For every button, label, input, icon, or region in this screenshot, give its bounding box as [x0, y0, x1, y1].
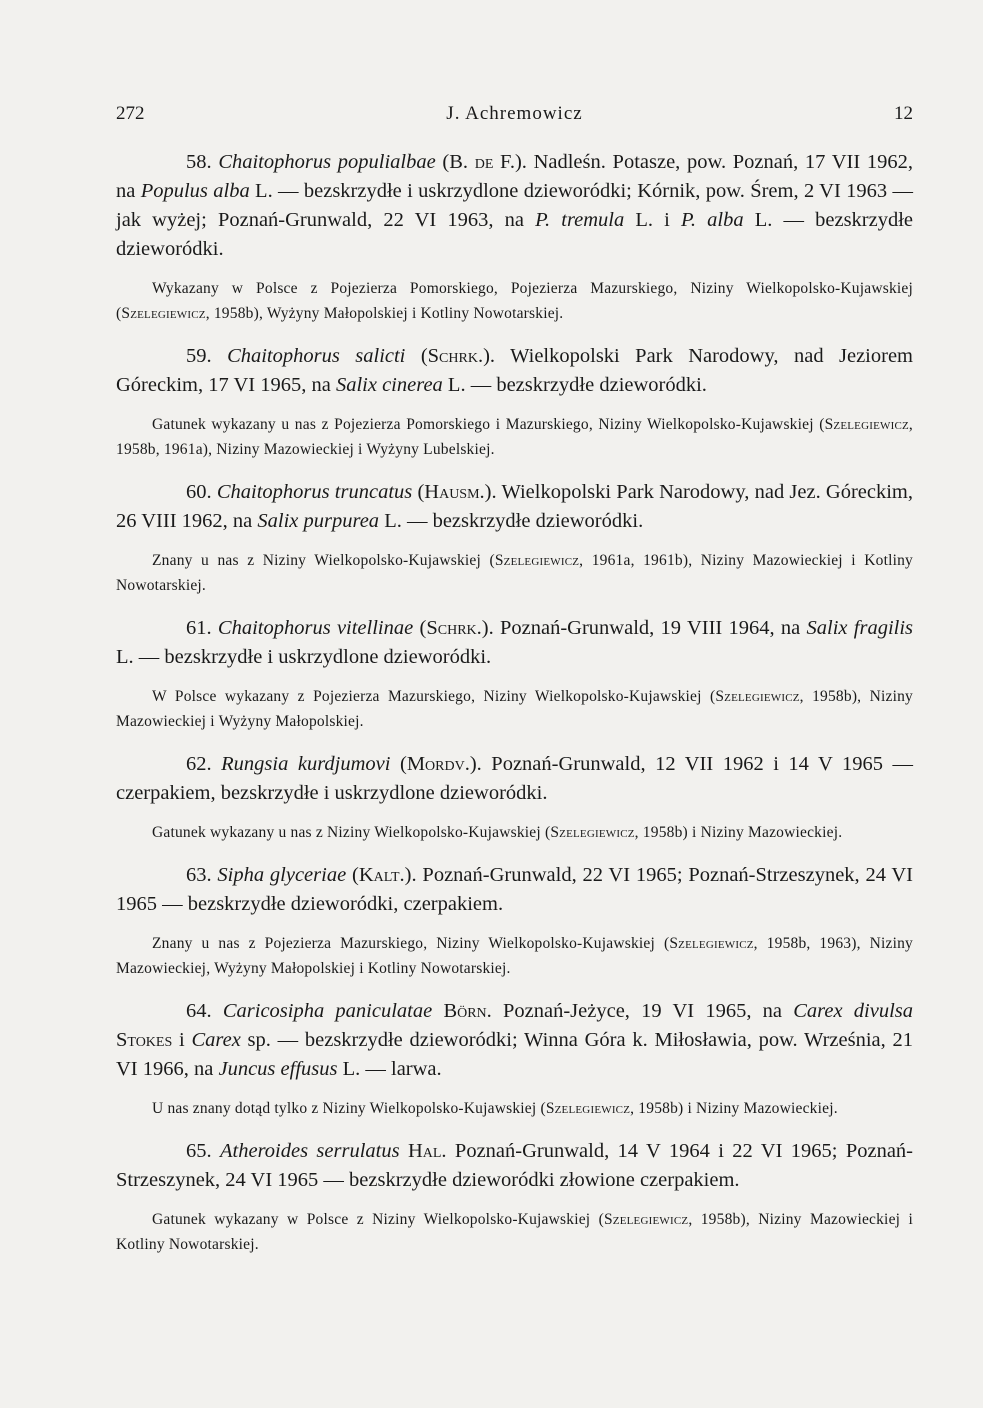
text-run [400, 1140, 408, 1162]
page-number-right: 12 [894, 103, 913, 124]
text-run: ). Wielkopolski Park Narodowy, nad Jeziorem Góreckim, 17 VI 1965, na [116, 345, 913, 396]
distribution-note [116, 548, 913, 598]
text-run: ( [405, 345, 428, 367]
species-name: Sipha glyceriae [217, 864, 347, 886]
author-name: Szelegiewicz [603, 1211, 689, 1228]
species-entry [116, 148, 913, 326]
species-name: Chaitophorus populialbae [218, 151, 436, 173]
text-run: Gatunek wykazany u nas z Niziny Wielkopolsko-Kujawskiej ( [152, 824, 551, 841]
species-name: Salix cinerea [335, 374, 443, 396]
text-run: Gatunek wykazany u nas z Pojezierza Pomorskiego i Mazurskiego, Niziny Wielkopolsko-Kujawskiej ( [152, 416, 825, 433]
entry-record [116, 614, 913, 672]
text-run: 61. [186, 617, 218, 639]
species-entry [116, 342, 913, 462]
text-run: L. i [624, 209, 681, 231]
distribution-note [116, 412, 913, 462]
species-entry [116, 614, 913, 734]
author-name: Szelegiewicz [545, 1100, 631, 1117]
text-run: 65. [186, 1140, 220, 1162]
species-name: Rungsia kurdjumovi [221, 753, 391, 775]
text-run: Znany u nas z Pojezierza Mazurskiego, Niziny Wielkopolsko-Kujawskiej ( [152, 935, 670, 952]
species-name: Salix purpurea [257, 510, 380, 532]
author-name: Hal. [407, 1140, 447, 1162]
text-run: L. — bezskrzydłe dzieworódki. [442, 374, 707, 396]
species-name: Chaitophorus truncatus [216, 481, 413, 503]
author-name: Mordv. [406, 753, 470, 775]
text-run: 62. [186, 753, 222, 775]
author-name: Szelegiewicz [550, 824, 635, 841]
text-run: Gatunek wykazany w Polsce z Niziny Wielkopolsko-Kujawskiej ( [152, 1211, 604, 1228]
text-run: ( [346, 864, 359, 886]
author-name: Hausm. [424, 481, 485, 503]
text-run: ). Wielkopolski Park Narodowy, nad Jez. Góreckim, 26 VIII 1962, na [116, 481, 913, 532]
species-name: Carex divulsa [793, 1000, 914, 1022]
text-run: ( [390, 753, 407, 775]
text-run: , 1958b, 1963), Niziny Mazowieckiej, Wyżyny Małopolskiej i Kotliny Nowotarskiej. [116, 935, 913, 977]
text-run: L. — bezskrzydłe dzieworódki. [116, 209, 914, 260]
text-run: F.). Nadleśn. Potasze, pow. Poznań, 17 VII 1962, na [116, 151, 914, 202]
species-name: Atheroides serrulatus [220, 1140, 400, 1162]
text-run: , 1958b), Niziny Mazowieckiej i Wyżyny Małopolskiej. [116, 688, 913, 730]
entry-record [116, 342, 913, 400]
entry-record [116, 861, 913, 919]
entry-record [116, 750, 913, 808]
species-entry [116, 1137, 913, 1257]
text-run: L. — bezskrzydłe i uskrzydlone dzieworódki. [116, 646, 492, 668]
entry-record [116, 997, 913, 1084]
text-run: , 1958b), Wyżyny Małopolskiej i Kotliny Nowotarskiej. [205, 305, 564, 322]
author-name: Börn. [443, 1000, 492, 1022]
distribution-note [116, 1096, 913, 1121]
text-run [432, 1000, 443, 1022]
distribution-note [116, 276, 913, 326]
species-entry [116, 997, 913, 1121]
entry-record [116, 148, 913, 264]
text-run: i [172, 1029, 192, 1051]
species-name: P. alba [681, 209, 744, 231]
distribution-note [116, 684, 913, 734]
text-run: W Polsce wykazany z Pojezierza Mazurskiego, Niziny Wielkopolsko-Kujawskiej ( [152, 688, 716, 705]
author-name: Kalt. [358, 864, 405, 886]
author-name: Szelegiewicz [121, 305, 206, 322]
entry-record [116, 478, 913, 536]
text-run: Wykazany w Polsce z Pojezierza Pomorskiego, Pojezierza Mazurskiego, Niziny Wielkopolsko-Kujawskiej ( [116, 280, 913, 322]
text-body [116, 148, 913, 1257]
species-name: Chaitophorus salicti [227, 345, 406, 367]
distribution-note [116, 820, 913, 845]
distribution-note [116, 1207, 913, 1257]
text-run: Poznań-Jeżyce, 19 VI 1965, na [491, 1000, 794, 1022]
running-title: J. Achremowicz [446, 103, 583, 124]
author-name: de [474, 151, 494, 173]
text-run: (B. [435, 151, 475, 173]
entry-record [116, 1137, 913, 1195]
species-name: Carex [191, 1029, 241, 1051]
author-name: Szelegiewicz [494, 552, 580, 569]
page-number: 272 [116, 103, 145, 124]
species-name: Juncus effusus [218, 1058, 338, 1080]
text-run: 58. [186, 151, 219, 173]
text-run: L. — bezskrzydłe i uskrzydlone dzieworódki; Kórnik, pow. Śrem, 2 VI 1963 — jak wyżej; Poznań-Grunwald, 22 VI 1963, na [116, 180, 913, 231]
text-run: 59. [186, 345, 228, 367]
species-entry [116, 750, 913, 845]
text-run: ( [413, 617, 427, 639]
text-run: Znany u nas z Niziny Wielkopolsko-Kujawskiej ( [152, 552, 495, 569]
running-head [116, 100, 913, 128]
text-run: , 1961a, 1961b), Niziny Mazowieckiej i Kotliny Nowotarskiej. [116, 552, 913, 594]
text-run: L. — larwa. [337, 1058, 442, 1080]
author-name: Szelegiewicz [715, 688, 800, 705]
text-run: ( [412, 481, 425, 503]
species-entry [116, 478, 913, 598]
text-run: 64. [186, 1000, 223, 1022]
text-run: L. — bezskrzydłe dzieworódki. [379, 510, 644, 532]
text-run: 63. [186, 864, 218, 886]
text-run: 60. [186, 481, 217, 503]
text-run: , 1958b, 1961a), Niziny Mazowieckiej i Wyżyny Lubelskiej. [116, 416, 913, 458]
text-run: ). Poznań-Grunwald, 12 VII 1962 i 14 V 1965 — czerpakiem, bezskrzydłe i uskrzydlone dzieworódki. [116, 753, 914, 804]
author-name: Szelegiewicz [824, 416, 909, 433]
species-name: Populus alba [140, 180, 250, 202]
author-name: Szelegiewicz [669, 935, 754, 952]
text-run: , 1958b) i Niziny Mazowieckiej. [634, 824, 843, 841]
author-name: Schrk. [426, 617, 482, 639]
species-entry [116, 861, 913, 981]
species-name: P. tremula [535, 209, 625, 231]
species-name: Caricosipha paniculatae [222, 1000, 433, 1022]
author-name: Stokes [116, 1029, 173, 1051]
species-name: Chaitophorus vitellinae [217, 617, 414, 639]
text-run: , 1958b) i Niziny Mazowieckiej. [630, 1100, 838, 1117]
distribution-note [116, 931, 913, 981]
text-run: ). Poznań-Grunwald, 19 VIII 1964, na [481, 617, 807, 639]
species-name: Salix fragilis [806, 617, 914, 639]
text-run: sp. — bezskrzydłe dzieworódki; Winna Góra k. Miłosławia, pow. Września, 21 VI 1966, na [116, 1029, 913, 1080]
author-name: Schrk. [427, 345, 484, 367]
text-run: U nas znany dotąd tylko z Niziny Wielkopolsko-Kujawskiej ( [152, 1100, 546, 1117]
text-run: Poznań-Grunwald, 14 V 1964 i 22 VI 1965; Poznań-Strzeszynek, 24 VI 1965 — bezskrzydłe dzieworódki złowione czerpakiem. [116, 1140, 914, 1191]
text-run: , 1958b), Niziny Mazowieckiej i Kotliny Nowotarskiej. [116, 1211, 913, 1253]
text-run: ). Poznań-Grunwald, 22 VI 1965; Poznań-Strzeszynek, 24 VI 1965 — bezskrzydłe dzieworódki, czerpakiem. [116, 864, 914, 915]
